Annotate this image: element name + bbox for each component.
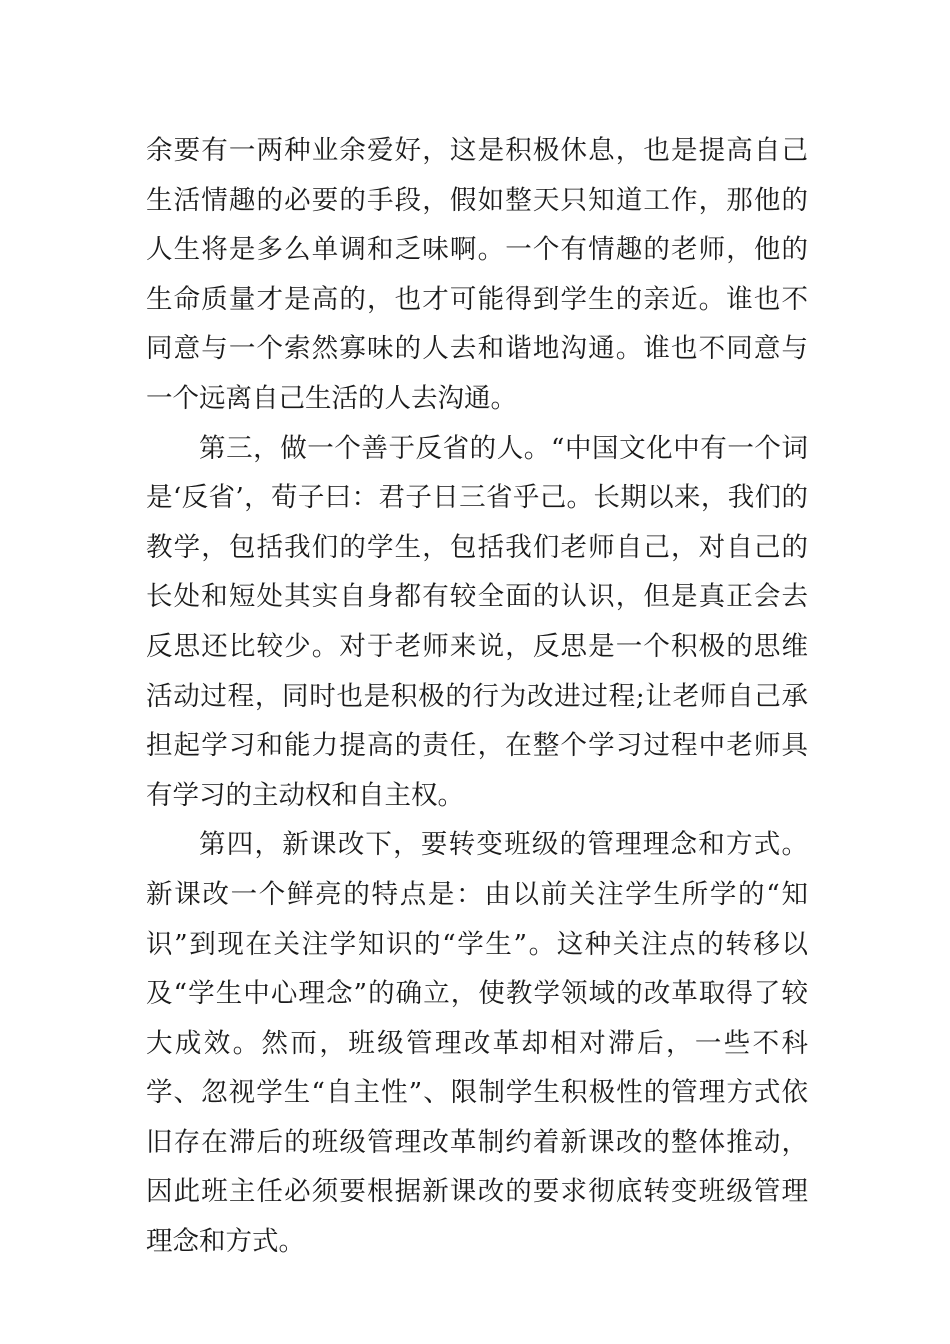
paragraph-fourth-point: 第四，新课改下，要转变班级的管理理念和方式。新课改一个鲜亮的特点是：由以前关注学生所学的“知识”到现在关注学知识的“学生”。这种关注点的转移以及“学生中心理念”的确立，使教学领域的改革取得了较大成效。然而，班级管理改革却相对滞后，一些不科学、忽视学生“自主性”、限制学生积极性的管理方式依旧存在滞后的班级管理改革制约着新课改的整体推动，因此班主任必须要根据新课改的要求彻底转变班级管理理念和方式。 <box>146 829 808 1258</box>
paragraph-third-point: 第三，做一个善于反省的人。“中国文化中有一个词是‘反省’，荀子曰：君子日三省乎己。长期以来，我们的教学，包括我们的学生，包括我们老师自己，对自己的长处和短处其实自身都有较全面的认识，但是真正会去反思还比较少。对于老师来说，反思是一个积极的思维活动过程，同时也是积极的行为改进过程;让老师自己承担起学习和能力提高的责任，在整个学习过程中老师具有学习的主动权和自主权。 <box>146 432 808 811</box>
document-body <box>146 126 808 1267</box>
paragraph-continuation: 余要有一两种业余爱好，这是积极休息，也是提高自己生活情趣的必要的手段，假如整天只知道工作，那他的人生将是多么单调和乏味啊。一个有情趣的老师，他的生命质量才是高的，也才可能得到学生的亲近。谁也不同意与一个索然寡味的人去和谐地沟通。谁也不同意与一个远离自己生活的人去沟通。 <box>146 135 808 414</box>
